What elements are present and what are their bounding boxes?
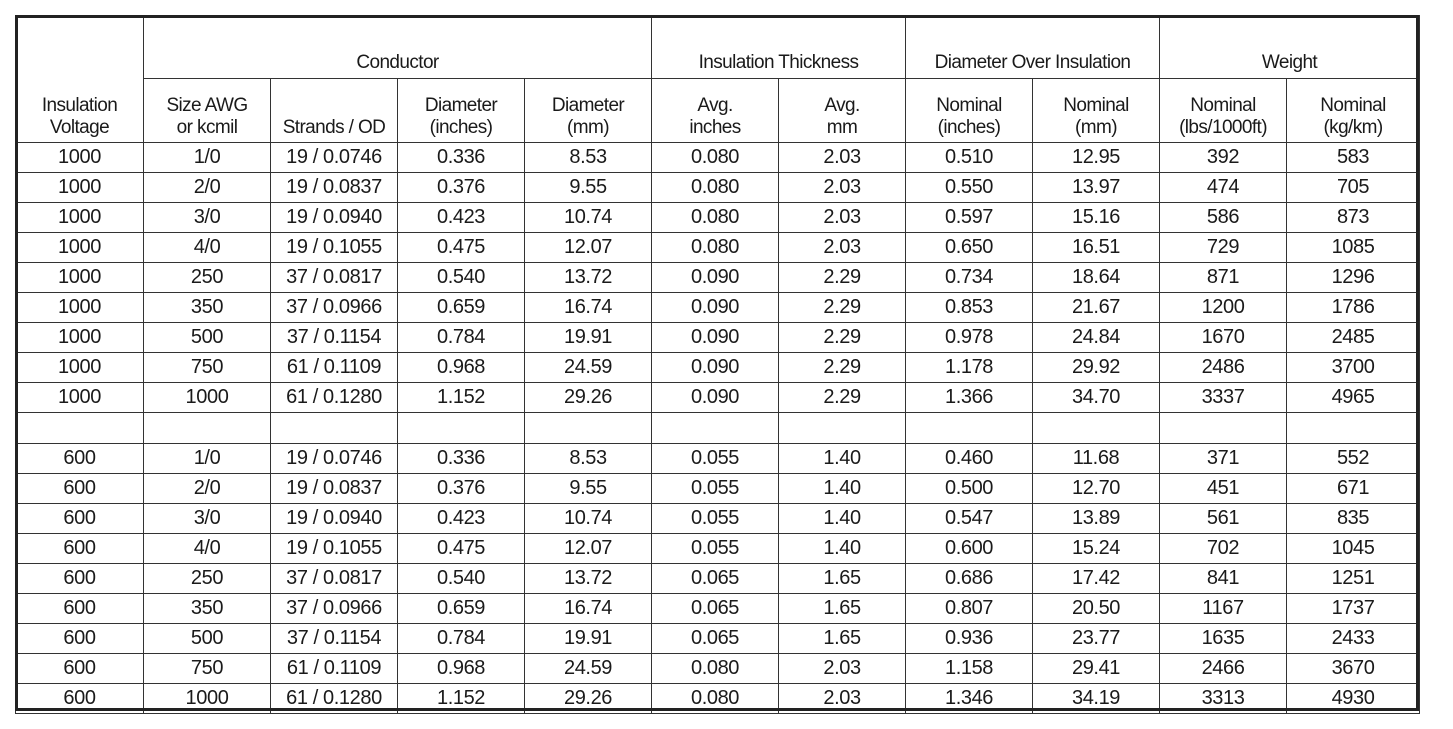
cell-dia-in: 0.659 bbox=[398, 594, 525, 624]
cell-wt-lbs: 1167 bbox=[1160, 594, 1287, 624]
cell-strands: 61 / 0.1280 bbox=[271, 684, 398, 714]
cell-doi-in: 0.936 bbox=[906, 624, 1033, 654]
cell-doi-mm: 15.24 bbox=[1033, 534, 1160, 564]
cell-dia-mm: 10.74 bbox=[525, 203, 652, 233]
cell-size: 1/0 bbox=[144, 143, 271, 173]
cell-ins-in: 0.080 bbox=[652, 654, 779, 684]
cell-wt-lbs: 1670 bbox=[1160, 323, 1287, 353]
cell-strands: 19 / 0.1055 bbox=[271, 233, 398, 263]
cell-ins-mm: 2.29 bbox=[779, 323, 906, 353]
cell-size: 350 bbox=[144, 594, 271, 624]
cell-dia-in: 0.784 bbox=[398, 624, 525, 654]
cell-ins-mm: 2.03 bbox=[779, 654, 906, 684]
cell-doi-mm: 16.51 bbox=[1033, 233, 1160, 263]
cell-ins-mm: 1.40 bbox=[779, 504, 906, 534]
header-wt-kg-line-1: Nominal bbox=[1320, 95, 1386, 116]
cell-wt-lbs: 2466 bbox=[1160, 654, 1287, 684]
cell-dia-in: 0.376 bbox=[398, 173, 525, 203]
cell-doi-mm: 12.70 bbox=[1033, 474, 1160, 504]
cell-size: 350 bbox=[144, 293, 271, 323]
cell-strands: 19 / 0.0837 bbox=[271, 173, 398, 203]
cell-doi-mm: 15.16 bbox=[1033, 203, 1160, 233]
cell-ins-in: 0.055 bbox=[652, 534, 779, 564]
header-ins-mm-line-1: Avg. bbox=[824, 95, 860, 116]
cell-dia-mm: 8.53 bbox=[525, 444, 652, 474]
cell-voltage: 1000 bbox=[16, 383, 144, 413]
cell-ins-mm: 1.40 bbox=[779, 534, 906, 564]
cell-doi-mm: 17.42 bbox=[1033, 564, 1160, 594]
cell-dia-in: 0.784 bbox=[398, 323, 525, 353]
cell-strands: 19 / 0.0837 bbox=[271, 474, 398, 504]
cell-ins-mm: 2.29 bbox=[779, 383, 906, 413]
cell-ins-in: 0.080 bbox=[652, 233, 779, 263]
cell-strands: 37 / 0.0966 bbox=[271, 293, 398, 323]
cell-ins-mm: 2.03 bbox=[779, 684, 906, 714]
header-wt-lbs-line-2: (lbs/1000ft) bbox=[1179, 117, 1267, 138]
cell-strands: 37 / 0.1154 bbox=[271, 323, 398, 353]
cell-dia-in: 0.540 bbox=[398, 263, 525, 293]
cell-ins-mm: 1.65 bbox=[779, 624, 906, 654]
header-dia-mm-line-2: (mm) bbox=[567, 117, 609, 138]
cell-doi-in: 0.500 bbox=[906, 474, 1033, 504]
cell-doi-mm: 13.89 bbox=[1033, 504, 1160, 534]
header-strands-line-1: Strands / OD bbox=[282, 117, 386, 138]
cell-wt-kg: 2485 bbox=[1287, 323, 1420, 353]
cell-wt-lbs: 729 bbox=[1160, 233, 1287, 263]
cell-dia-mm: 16.74 bbox=[525, 293, 652, 323]
cell-voltage: 1000 bbox=[16, 203, 144, 233]
cell-size: 4/0 bbox=[144, 233, 271, 263]
cell-dia-in: 0.968 bbox=[398, 353, 525, 383]
cell-doi-mm: 18.64 bbox=[1033, 263, 1160, 293]
cell-ins-in: 0.080 bbox=[652, 203, 779, 233]
cell-size: 250 bbox=[144, 564, 271, 594]
header-dia-in-line-1: Diameter bbox=[424, 95, 498, 116]
cell-doi-mm: 24.84 bbox=[1033, 323, 1160, 353]
header-ins-mm-line-2: mm bbox=[826, 117, 858, 138]
cell-wt-lbs: 586 bbox=[1160, 203, 1287, 233]
cell-strands: 37 / 0.1154 bbox=[271, 624, 398, 654]
cell-voltage: 1000 bbox=[16, 293, 144, 323]
cell-doi-mm: 23.77 bbox=[1033, 624, 1160, 654]
cell-wt-kg: 2433 bbox=[1287, 624, 1420, 654]
header-ins-in-line-2: inches bbox=[689, 117, 741, 138]
cell-wt-lbs: 1635 bbox=[1160, 624, 1287, 654]
cell-ins-in: 0.090 bbox=[652, 263, 779, 293]
cell-size: 1/0 bbox=[144, 444, 271, 474]
cell-size: 3/0 bbox=[144, 203, 271, 233]
cell-strands: 19 / 0.0746 bbox=[271, 143, 398, 173]
cell-ins-mm: 2.29 bbox=[779, 293, 906, 323]
cell-doi-mm: 13.97 bbox=[1033, 173, 1160, 203]
cell-doi-mm: 34.70 bbox=[1033, 383, 1160, 413]
cell-ins-in: 0.055 bbox=[652, 474, 779, 504]
cell-dia-mm: 8.53 bbox=[525, 143, 652, 173]
cell-ins-mm: 2.03 bbox=[779, 173, 906, 203]
cell-voltage: 1000 bbox=[16, 143, 144, 173]
cell-dia-mm: 19.91 bbox=[525, 624, 652, 654]
cell-dia-in: 1.152 bbox=[398, 383, 525, 413]
cell-ins-in: 0.090 bbox=[652, 293, 779, 323]
cell-size: 2/0 bbox=[144, 173, 271, 203]
header-doi-mm-line-1: Nominal bbox=[1063, 95, 1129, 116]
cell-dia-mm: 16.74 bbox=[525, 594, 652, 624]
cell-dia-in: 0.423 bbox=[398, 504, 525, 534]
cell-wt-kg: 1251 bbox=[1287, 564, 1420, 594]
cell-doi-in: 1.178 bbox=[906, 353, 1033, 383]
cell-strands: 61 / 0.1109 bbox=[271, 654, 398, 684]
cell-strands: 37 / 0.0817 bbox=[271, 564, 398, 594]
cell-doi-in: 0.978 bbox=[906, 323, 1033, 353]
cell-doi-mm: 20.50 bbox=[1033, 594, 1160, 624]
cell-wt-lbs: 561 bbox=[1160, 504, 1287, 534]
cell-wt-kg: 1786 bbox=[1287, 293, 1420, 323]
cell-voltage: 1000 bbox=[16, 353, 144, 383]
cell-dia-mm: 24.59 bbox=[525, 654, 652, 684]
cell-dia-mm: 29.26 bbox=[525, 684, 652, 714]
cell-ins-mm: 2.29 bbox=[779, 263, 906, 293]
cell-dia-in: 0.336 bbox=[398, 143, 525, 173]
cell-wt-lbs: 2486 bbox=[1160, 353, 1287, 383]
cell-wt-kg: 1045 bbox=[1287, 534, 1420, 564]
header-group-weight: Weight bbox=[1160, 16, 1420, 79]
cell-size: 3/0 bbox=[144, 504, 271, 534]
cell-strands: 61 / 0.1109 bbox=[271, 353, 398, 383]
cell-dia-mm: 9.55 bbox=[525, 173, 652, 203]
cell-ins-in: 0.090 bbox=[652, 383, 779, 413]
cell-dia-in: 0.475 bbox=[398, 534, 525, 564]
cell-dia-in: 0.336 bbox=[398, 444, 525, 474]
cell-ins-mm: 2.03 bbox=[779, 143, 906, 173]
cell-ins-mm: 1.40 bbox=[779, 474, 906, 504]
cell-strands: 37 / 0.0817 bbox=[271, 263, 398, 293]
header-ins-in-line-1: Avg. bbox=[697, 95, 733, 116]
cell-wt-lbs: 871 bbox=[1160, 263, 1287, 293]
cell-doi-in: 0.807 bbox=[906, 594, 1033, 624]
cell-ins-in: 0.080 bbox=[652, 173, 779, 203]
cell-ins-mm: 2.03 bbox=[779, 233, 906, 263]
cell-ins-in: 0.080 bbox=[652, 684, 779, 714]
cell-dia-in: 0.475 bbox=[398, 233, 525, 263]
cell-size: 750 bbox=[144, 353, 271, 383]
cell-wt-kg: 705 bbox=[1287, 173, 1420, 203]
cell-wt-kg: 3670 bbox=[1287, 654, 1420, 684]
cell-strands: 19 / 0.1055 bbox=[271, 534, 398, 564]
cell-doi-mm: 12.95 bbox=[1033, 143, 1160, 173]
cell-dia-in: 0.968 bbox=[398, 654, 525, 684]
cell-size: 2/0 bbox=[144, 474, 271, 504]
cell-doi-in: 0.600 bbox=[906, 534, 1033, 564]
cell-voltage: 1000 bbox=[16, 263, 144, 293]
cell-ins-mm: 1.65 bbox=[779, 594, 906, 624]
cell-ins-in: 0.065 bbox=[652, 564, 779, 594]
cell-wt-lbs: 474 bbox=[1160, 173, 1287, 203]
cell-voltage: 600 bbox=[16, 474, 144, 504]
cell-wt-kg: 4930 bbox=[1287, 684, 1420, 714]
cell-wt-lbs: 841 bbox=[1160, 564, 1287, 594]
cell-dia-in: 0.423 bbox=[398, 203, 525, 233]
table-outer-border bbox=[15, 15, 1419, 711]
cell-wt-lbs: 371 bbox=[1160, 444, 1287, 474]
cell-wt-kg: 4965 bbox=[1287, 383, 1420, 413]
cell-dia-mm: 13.72 bbox=[525, 564, 652, 594]
header-wt-kg-line-2: (kg/km) bbox=[1323, 117, 1383, 138]
cell-doi-in: 0.597 bbox=[906, 203, 1033, 233]
cell-voltage: 1000 bbox=[16, 173, 144, 203]
cell-size: 1000 bbox=[144, 684, 271, 714]
cell-voltage: 1000 bbox=[16, 233, 144, 263]
header-doi-mm-line-2: (mm) bbox=[1075, 117, 1117, 138]
header-size-line-1: Size AWG bbox=[166, 95, 248, 116]
cell-ins-in: 0.055 bbox=[652, 444, 779, 474]
header-group-insulation-thickness: Insulation Thickness bbox=[652, 16, 906, 79]
header-dia-mm-line-1: Diameter bbox=[551, 95, 625, 116]
cell-strands: 19 / 0.0940 bbox=[271, 203, 398, 233]
cell-ins-mm: 1.65 bbox=[779, 564, 906, 594]
cell-voltage: 600 bbox=[16, 564, 144, 594]
cell-strands: 19 / 0.0940 bbox=[271, 504, 398, 534]
cell-size: 750 bbox=[144, 654, 271, 684]
cell-ins-in: 0.065 bbox=[652, 594, 779, 624]
header-voltage-line-2: Voltage bbox=[49, 117, 110, 138]
cell-ins-in: 0.090 bbox=[652, 323, 779, 353]
cell-ins-mm: 2.29 bbox=[779, 353, 906, 383]
cell-ins-in: 0.080 bbox=[652, 143, 779, 173]
cell-wt-kg: 671 bbox=[1287, 474, 1420, 504]
header-group-diameter-over-insulation: Diameter Over Insulation bbox=[906, 16, 1160, 79]
cell-wt-kg: 583 bbox=[1287, 143, 1420, 173]
cell-dia-mm: 10.74 bbox=[525, 504, 652, 534]
header-voltage-line-1: Insulation bbox=[41, 95, 118, 116]
cell-dia-mm: 12.07 bbox=[525, 534, 652, 564]
cell-ins-in: 0.055 bbox=[652, 504, 779, 534]
cell-doi-in: 1.346 bbox=[906, 684, 1033, 714]
cell-dia-in: 1.152 bbox=[398, 684, 525, 714]
header-group-conductor: Conductor bbox=[144, 16, 652, 79]
cell-ins-mm: 1.40 bbox=[779, 444, 906, 474]
cell-voltage: 600 bbox=[16, 534, 144, 564]
header-doi-in-line-2: (inches) bbox=[937, 117, 1001, 138]
cell-dia-in: 0.540 bbox=[398, 564, 525, 594]
cell-doi-in: 0.734 bbox=[906, 263, 1033, 293]
cell-dia-in: 0.376 bbox=[398, 474, 525, 504]
cell-voltage: 600 bbox=[16, 444, 144, 474]
cell-wt-lbs: 451 bbox=[1160, 474, 1287, 504]
cell-doi-in: 1.366 bbox=[906, 383, 1033, 413]
cell-wt-kg: 552 bbox=[1287, 444, 1420, 474]
cell-dia-mm: 24.59 bbox=[525, 353, 652, 383]
cell-doi-mm: 34.19 bbox=[1033, 684, 1160, 714]
cell-doi-in: 0.853 bbox=[906, 293, 1033, 323]
cell-ins-mm: 2.03 bbox=[779, 203, 906, 233]
cell-size: 4/0 bbox=[144, 534, 271, 564]
cell-dia-mm: 13.72 bbox=[525, 263, 652, 293]
cell-dia-mm: 19.91 bbox=[525, 323, 652, 353]
cell-wt-kg: 1085 bbox=[1287, 233, 1420, 263]
cell-strands: 37 / 0.0966 bbox=[271, 594, 398, 624]
cell-dia-mm: 9.55 bbox=[525, 474, 652, 504]
cell-wt-kg: 1296 bbox=[1287, 263, 1420, 293]
cell-wt-kg: 3700 bbox=[1287, 353, 1420, 383]
cell-doi-mm: 29.92 bbox=[1033, 353, 1160, 383]
cell-doi-mm: 29.41 bbox=[1033, 654, 1160, 684]
cell-doi-in: 0.547 bbox=[906, 504, 1033, 534]
cell-wt-lbs: 3313 bbox=[1160, 684, 1287, 714]
cell-doi-in: 0.550 bbox=[906, 173, 1033, 203]
cell-dia-mm: 29.26 bbox=[525, 383, 652, 413]
header-size-line-2: or kcmil bbox=[176, 117, 238, 138]
cell-doi-in: 0.460 bbox=[906, 444, 1033, 474]
cell-doi-in: 0.510 bbox=[906, 143, 1033, 173]
cell-voltage: 600 bbox=[16, 624, 144, 654]
cell-ins-in: 0.065 bbox=[652, 624, 779, 654]
cell-doi-in: 0.686 bbox=[906, 564, 1033, 594]
cell-ins-in: 0.090 bbox=[652, 353, 779, 383]
cell-size: 500 bbox=[144, 323, 271, 353]
cell-wt-lbs: 1200 bbox=[1160, 293, 1287, 323]
cell-voltage: 600 bbox=[16, 654, 144, 684]
cell-wt-lbs: 702 bbox=[1160, 534, 1287, 564]
cell-wt-kg: 1737 bbox=[1287, 594, 1420, 624]
header-doi-in-line-1: Nominal bbox=[936, 95, 1002, 116]
cell-voltage: 1000 bbox=[16, 323, 144, 353]
cell-wt-kg: 873 bbox=[1287, 203, 1420, 233]
cell-dia-mm: 12.07 bbox=[525, 233, 652, 263]
header-dia-in-line-2: (inches) bbox=[429, 117, 493, 138]
cell-size: 500 bbox=[144, 624, 271, 654]
cell-wt-lbs: 3337 bbox=[1160, 383, 1287, 413]
cell-voltage: 600 bbox=[16, 504, 144, 534]
cell-doi-in: 0.650 bbox=[906, 233, 1033, 263]
cell-dia-in: 0.659 bbox=[398, 293, 525, 323]
header-wt-lbs-line-1: Nominal bbox=[1190, 95, 1256, 116]
cell-strands: 19 / 0.0746 bbox=[271, 444, 398, 474]
cell-wt-lbs: 392 bbox=[1160, 143, 1287, 173]
cell-voltage: 600 bbox=[16, 684, 144, 714]
cell-doi-mm: 21.67 bbox=[1033, 293, 1160, 323]
cell-doi-in: 1.158 bbox=[906, 654, 1033, 684]
cell-strands: 61 / 0.1280 bbox=[271, 383, 398, 413]
cell-size: 1000 bbox=[144, 383, 271, 413]
cell-wt-kg: 835 bbox=[1287, 504, 1420, 534]
cell-size: 250 bbox=[144, 263, 271, 293]
cell-voltage: 600 bbox=[16, 594, 144, 624]
cell-doi-mm: 11.68 bbox=[1033, 444, 1160, 474]
